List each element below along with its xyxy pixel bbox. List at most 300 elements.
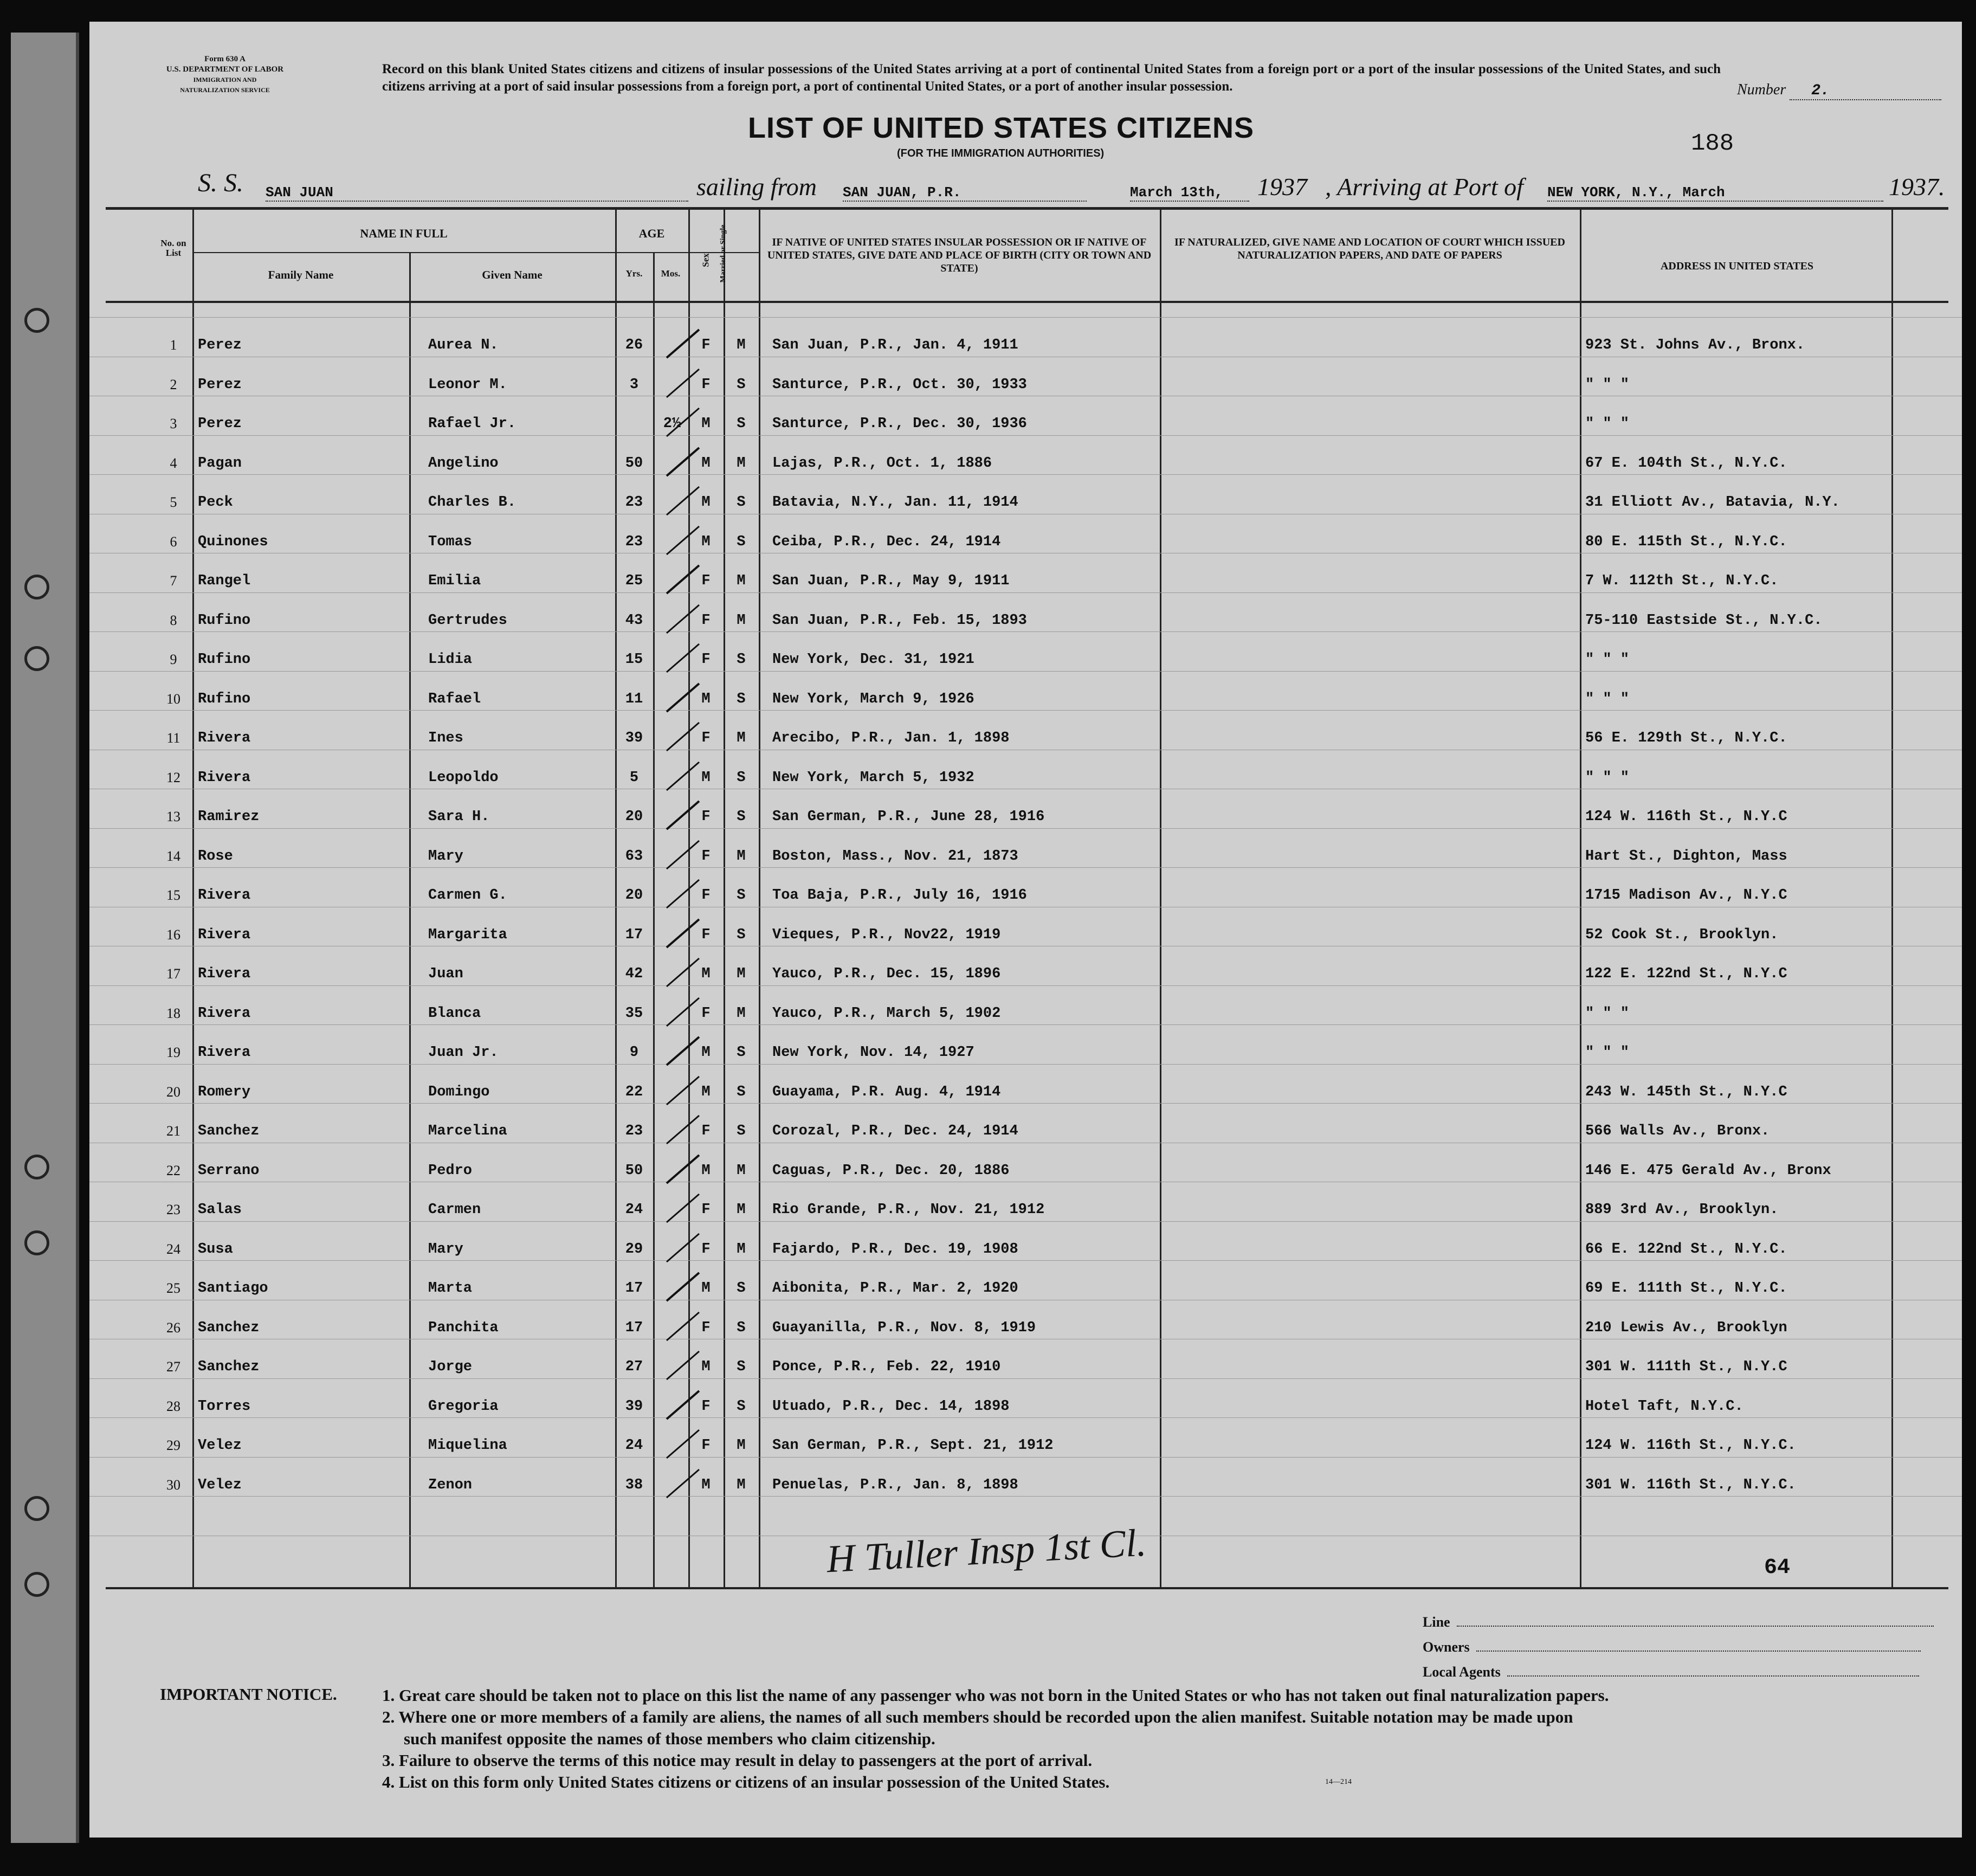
us-address: 75-110 Eastside St., N.Y.C.	[1585, 612, 1823, 629]
check-mark	[661, 1465, 705, 1503]
table-row	[89, 758, 1962, 797]
given-name: Pedro	[428, 1162, 473, 1179]
check-mark	[661, 679, 705, 717]
departure-year: 1937	[1257, 173, 1307, 201]
sex: F	[701, 1319, 711, 1336]
row-number: 25	[166, 1280, 180, 1296]
check-mark	[661, 1268, 705, 1306]
birth-place-date: Santurce, P.R., Dec. 30, 1936	[772, 416, 1027, 432]
us-address: 243 W. 145th St., N.Y.C	[1585, 1084, 1787, 1100]
marital-status: M	[737, 612, 746, 629]
row-number: 11	[166, 730, 180, 746]
row-number: 2	[170, 376, 177, 392]
given-name: Leopoldo	[428, 769, 499, 786]
marital-status: M	[737, 573, 746, 589]
age-years: 23	[625, 494, 643, 511]
us-address: 923 St. Johns Av., Bronx.	[1585, 337, 1805, 353]
family-name: Rivera	[198, 887, 251, 904]
row-number: 12	[166, 769, 180, 785]
age-years: 50	[625, 455, 643, 472]
page-stamp: 188	[1691, 130, 1734, 157]
row-number: 27	[166, 1359, 180, 1375]
table-row	[89, 325, 1962, 364]
birth-place-date: Yauco, P.R., March 5, 1902	[772, 1005, 1001, 1022]
birth-place-date: Guayama, P.R. Aug. 4, 1914	[772, 1084, 1001, 1100]
notice-item-2-cont: such manifest opposite the names of those members who claim citizenship.	[404, 1729, 935, 1748]
table-row	[89, 954, 1962, 993]
adjacent-page-edge	[11, 33, 79, 1843]
marital-status: S	[737, 1398, 746, 1415]
given-name: Jorge	[428, 1359, 473, 1375]
us-address: " " "	[1585, 769, 1630, 786]
check-mark	[661, 1347, 705, 1385]
ship-name: SAN JUAN	[266, 184, 688, 202]
sex: M	[701, 494, 711, 511]
sex: M	[701, 1359, 711, 1375]
marital-status: M	[737, 455, 746, 472]
table-row	[89, 679, 1962, 718]
binder-hole	[24, 646, 49, 671]
table-row	[89, 404, 1962, 443]
sex: M	[701, 416, 711, 432]
binder-hole	[24, 1496, 49, 1521]
binder-hole	[24, 575, 49, 599]
arrival-year: 1937.	[1889, 173, 1945, 201]
table-row	[89, 1308, 1962, 1347]
given-name: Zenon	[428, 1477, 473, 1493]
us-address: " " "	[1585, 1005, 1630, 1022]
birth-place-date: Batavia, N.Y., Jan. 11, 1914	[772, 494, 1018, 511]
us-address: Hotel Taft, N.Y.C.	[1585, 1398, 1743, 1415]
row-number: 9	[170, 652, 177, 667]
footer-agents-field	[1423, 1664, 1919, 1680]
row-number: 21	[166, 1123, 180, 1139]
family-name: Rufino	[198, 691, 251, 707]
family-name: Rose	[198, 848, 233, 865]
given-name: Rafael Jr.	[428, 416, 516, 432]
page-total: 64	[1764, 1556, 1791, 1580]
family-name: Rivera	[198, 1005, 251, 1022]
family-name: Pagan	[198, 455, 242, 472]
age-years: 17	[625, 1319, 643, 1336]
row-number: 23	[166, 1202, 180, 1217]
notice-item-2: 2. Where one or more members of a family are aliens, the names of all such members should be recorded upon the alien manifest. Suitable notation may be made upon	[382, 1707, 1573, 1726]
family-name: Rivera	[198, 769, 251, 786]
family-name: Torres	[198, 1398, 251, 1415]
birth-place-date: Guayanilla, P.R., Nov. 8, 1919	[772, 1319, 1036, 1336]
arriving-label: , Arriving at Port of	[1325, 173, 1523, 201]
col-header-age: AGE	[638, 227, 665, 240]
number-label: Number	[1737, 81, 1786, 98]
table-row	[89, 1072, 1962, 1111]
age-years: 35	[625, 1005, 643, 1022]
birth-place-date: San Juan, P.R., Jan. 4, 1911	[772, 337, 1018, 353]
family-name: Rivera	[198, 1045, 251, 1061]
family-name: Santiago	[198, 1280, 268, 1297]
row-number: 19	[166, 1045, 180, 1060]
table-row	[89, 915, 1962, 954]
row-number: 16	[166, 926, 180, 943]
marital-status: S	[737, 769, 746, 786]
marital-status: S	[737, 1084, 746, 1100]
col-header-no: No. on List	[160, 238, 186, 258]
marital-status: M	[737, 337, 746, 353]
age-years: 24	[625, 1437, 643, 1454]
sex: F	[701, 376, 711, 393]
age-years: 11	[625, 691, 643, 707]
ss-label: S. S.	[198, 169, 243, 197]
marital-status: S	[737, 376, 746, 393]
check-mark	[661, 836, 705, 874]
age-years: 9	[629, 1045, 639, 1061]
number-value: 2.	[1790, 82, 1941, 100]
table-row	[89, 836, 1962, 875]
age-years: 3	[629, 376, 639, 393]
birth-place-date: Ceiba, P.R., Dec. 24, 1914	[772, 533, 1001, 550]
table-row	[89, 522, 1962, 561]
page-title: LIST OF UNITED STATES CITIZENS	[748, 112, 1254, 144]
marital-status: S	[737, 416, 746, 432]
age-years: 20	[625, 887, 643, 904]
family-name: Perez	[198, 416, 242, 432]
manifest-sheet	[89, 22, 1962, 1838]
instruction-text: Record on this blank United States citizens and citizens of insular possessions of the United States arriving at a port of continental United States from a foreign port or a port of the insular possessions of the United States, and such citizens arriving at a port of said insular possessions from a foreign port, a port of continental United States, or a port of another insular possession.	[382, 62, 1721, 94]
family-name: Romery	[198, 1084, 251, 1100]
us-address: 1715 Madison Av., N.Y.C	[1585, 887, 1787, 904]
row-number: 28	[166, 1398, 180, 1414]
family-name: Velez	[198, 1437, 242, 1454]
us-address: 7 W. 112th St., N.Y.C.	[1585, 573, 1779, 589]
us-address: 122 E. 122nd St., N.Y.C	[1585, 966, 1787, 982]
check-mark	[661, 718, 705, 756]
sex: F	[701, 337, 711, 353]
given-name: Leonor M.	[428, 376, 507, 393]
check-mark	[661, 875, 705, 913]
table-row	[89, 1033, 1962, 1072]
row-number: 1	[170, 337, 177, 353]
marital-status: S	[737, 494, 746, 511]
marital-status: S	[737, 1319, 746, 1336]
marital-status: M	[737, 1241, 746, 1258]
family-name: Ramirez	[198, 809, 260, 825]
us-address: 301 W. 111th St., N.Y.C	[1585, 1359, 1787, 1375]
birth-place-date: New York, Nov. 14, 1927	[772, 1045, 974, 1061]
sex: F	[701, 848, 711, 865]
given-name: Carmen G.	[428, 887, 507, 904]
given-name: Juan Jr.	[428, 1045, 499, 1061]
given-name: Marta	[428, 1280, 473, 1297]
us-address: 31 Elliott Av., Batavia, N.Y.	[1585, 494, 1840, 511]
age-years: 20	[625, 809, 643, 825]
marital-status: S	[737, 1280, 746, 1297]
col-header-address: ADDRESS IN UNITED STATES	[1660, 260, 1814, 272]
us-address: 56 E. 129th St., N.Y.C.	[1585, 730, 1787, 746]
col-header-name: NAME IN FULL	[360, 227, 448, 240]
family-name: Sanchez	[198, 1359, 260, 1375]
us-address: " " "	[1585, 1045, 1630, 1061]
arrival-port: NEW YORK, N.Y., March	[1547, 184, 1883, 202]
col-header-naturalized: IF NATURALIZED, GIVE NAME AND LOCATION OF COURT WHICH ISSUED NATURALIZATION PAPERS, AND DATE OF PAPERS	[1174, 236, 1565, 261]
row-number: 4	[170, 455, 177, 471]
row-number: 8	[170, 612, 177, 628]
age-years: 17	[625, 1280, 643, 1297]
table-row	[89, 1151, 1962, 1190]
check-mark	[661, 404, 705, 442]
given-name: Margarita	[428, 926, 507, 943]
page-subtitle: (FOR THE IMMIGRATION AUTHORITIES)	[897, 147, 1105, 159]
sex: F	[701, 1005, 711, 1022]
notice-title: IMPORTANT NOTICE.	[160, 1685, 337, 1704]
sex: F	[701, 1437, 711, 1454]
marital-status: M	[737, 1437, 746, 1454]
given-name: Carmen	[428, 1202, 481, 1218]
row-number: 13	[166, 809, 180, 824]
form-identifier	[144, 54, 306, 95]
family-name: Peck	[198, 494, 233, 511]
given-name: Panchita	[428, 1319, 499, 1336]
table-row	[89, 443, 1962, 482]
given-name: Miquelina	[428, 1437, 507, 1454]
age-months: 2½	[663, 416, 681, 432]
row-number: 15	[166, 887, 180, 903]
us-address: 52 Cook St., Brooklyn.	[1585, 926, 1779, 943]
check-mark	[661, 443, 705, 481]
sex: M	[701, 1280, 711, 1297]
col-header-family: Family Name	[268, 268, 334, 281]
age-years: 38	[625, 1477, 643, 1493]
row-number: 24	[166, 1241, 180, 1257]
table-row	[89, 718, 1962, 757]
table-row	[89, 1387, 1962, 1426]
inspector-signature: H Tuller Insp 1st Cl.	[825, 1520, 1147, 1581]
birth-place-date: New York, March 9, 1926	[772, 691, 974, 707]
row-number: 20	[166, 1084, 180, 1100]
marital-status: M	[737, 1202, 746, 1218]
notice-item-4: 4. List on this form only United States citizens or citizens of an insular possession of the United States.	[382, 1772, 1110, 1791]
check-mark	[661, 954, 705, 992]
age-years: 26	[625, 337, 643, 353]
given-name: Domingo	[428, 1084, 490, 1100]
us-address: 301 W. 116th St., N.Y.C.	[1585, 1477, 1796, 1493]
check-mark	[661, 365, 705, 403]
us-address: " " "	[1585, 376, 1630, 393]
age-years: 25	[625, 573, 643, 589]
sex: M	[701, 1477, 711, 1493]
age-years: 23	[625, 1123, 643, 1139]
marital-status: M	[737, 1477, 746, 1493]
departure-date: March 13th,	[1130, 184, 1249, 202]
table-row	[89, 1229, 1962, 1268]
sex: F	[701, 1202, 711, 1218]
table-row	[89, 1268, 1962, 1307]
check-mark	[661, 1151, 705, 1189]
us-address: 889 3rd Av., Brooklyn.	[1585, 1202, 1779, 1218]
check-mark	[661, 1033, 705, 1071]
family-name: Quinones	[198, 533, 268, 550]
given-name: Rafael	[428, 691, 481, 707]
notice-item-3: 3. Failure to observe the terms of this notice may result in delay to passengers at the port of arrival.	[382, 1751, 1093, 1770]
age-years: 63	[625, 848, 643, 865]
table-row	[89, 640, 1962, 679]
row-number: 29	[166, 1437, 180, 1453]
check-mark	[661, 522, 705, 560]
row-number: 22	[166, 1162, 180, 1178]
given-name: Sara H.	[428, 809, 490, 825]
col-header-married: Married or Single	[719, 224, 727, 283]
sex: F	[701, 573, 711, 589]
sex: M	[701, 1084, 711, 1100]
marital-status: M	[737, 966, 746, 982]
given-name: Lidia	[428, 652, 473, 668]
check-mark	[661, 994, 705, 1032]
family-name: Rangel	[198, 573, 251, 589]
table-row	[89, 1111, 1962, 1150]
sex: M	[701, 966, 711, 982]
us-address: 124 W. 116th St., N.Y.C	[1585, 809, 1787, 825]
check-mark	[661, 797, 705, 835]
check-mark	[661, 1072, 705, 1110]
table-row	[89, 482, 1962, 521]
form-number: Form 630 A	[204, 55, 246, 63]
notice-item-1: 1. Great care should be taken not to place on this list the name of any passenger who was not born in the United States or who has not taken out final naturalization papers.	[382, 1686, 1609, 1705]
sex: M	[701, 691, 711, 707]
row-number: 6	[170, 533, 177, 550]
given-name: Ines	[428, 730, 463, 746]
check-mark	[661, 1426, 705, 1464]
birth-place-date: Lajas, P.R., Oct. 1, 1886	[772, 455, 992, 472]
family-name: Perez	[198, 376, 242, 393]
sex: M	[701, 533, 711, 550]
birth-place-date: New York, Dec. 31, 1921	[772, 652, 974, 668]
birth-place-date: Rio Grande, P.R., Nov. 21, 1912	[772, 1202, 1045, 1218]
binder-hole	[24, 308, 49, 333]
check-mark	[661, 601, 705, 639]
age-years: 42	[625, 966, 643, 982]
table-row	[89, 365, 1962, 404]
family-name: Sanchez	[198, 1123, 260, 1139]
birth-place-date: San Juan, P.R., May 9, 1911	[772, 573, 1010, 589]
row-number: 3	[170, 416, 177, 431]
check-mark	[661, 1229, 705, 1267]
given-name: Charles B.	[428, 494, 516, 511]
row-number: 18	[166, 1005, 180, 1021]
birth-place-date: Vieques, P.R., Nov22, 1919	[772, 926, 1001, 943]
family-name: Rufino	[198, 612, 251, 629]
birth-place-date: Penuelas, P.R., Jan. 8, 1898	[772, 1477, 1018, 1493]
birth-place-date: San German, P.R., June 28, 1916	[772, 809, 1045, 825]
marital-status: S	[737, 1359, 746, 1375]
family-name: Susa	[198, 1241, 233, 1258]
sex: F	[701, 1241, 711, 1258]
col-header-birth: IF NATIVE OF UNITED STATES INSULAR POSSESSION OR IF NATIVE OF UNITED STATES, GIVE DATE AND PLACE OF BIRTH (CITY OR TOWN AND STATE)	[767, 236, 1152, 274]
check-mark	[661, 561, 705, 599]
birth-place-date: Yauco, P.R., Dec. 15, 1896	[772, 966, 1001, 982]
family-name: Perez	[198, 337, 242, 353]
row-number: 14	[166, 848, 180, 864]
given-name: Emilia	[428, 573, 481, 589]
row-number: 10	[166, 691, 180, 707]
birth-place-date: Ponce, P.R., Feb. 22, 1910	[772, 1359, 1001, 1375]
us-address: 66 E. 122nd St., N.Y.C.	[1585, 1241, 1787, 1258]
sex: F	[701, 809, 711, 825]
footer-line-field	[1423, 1614, 1934, 1630]
sex: F	[701, 612, 711, 629]
birth-place-date: Santurce, P.R., Oct. 30, 1933	[772, 376, 1027, 393]
birth-place-date: Fajardo, P.R., Dec. 19, 1908	[772, 1241, 1018, 1258]
birth-place-date: Aibonita, P.R., Mar. 2, 1920	[772, 1280, 1018, 1297]
check-mark	[661, 1111, 705, 1149]
age-years: 27	[625, 1359, 643, 1375]
us-address: 146 E. 475 Gerald Av., Bronx	[1585, 1162, 1831, 1179]
age-years: 22	[625, 1084, 643, 1100]
family-name: Rivera	[198, 730, 251, 746]
birth-place-date: Arecibo, P.R., Jan. 1, 1898	[772, 730, 1010, 746]
check-mark	[661, 1387, 705, 1424]
birth-place-date: Caguas, P.R., Dec. 20, 1886	[772, 1162, 1010, 1179]
given-name: Aurea N.	[428, 337, 499, 353]
us-address: 80 E. 115th St., N.Y.C.	[1585, 533, 1787, 550]
table-row	[89, 1347, 1962, 1386]
given-name: Juan	[428, 966, 463, 982]
age-years: 24	[625, 1202, 643, 1218]
table-row	[89, 797, 1962, 836]
ruled-line	[89, 317, 1962, 318]
age-years: 23	[625, 533, 643, 550]
sex: F	[701, 926, 711, 943]
table-row	[89, 1190, 1962, 1229]
marital-status: M	[737, 1162, 746, 1179]
birth-place-date: San German, P.R., Sept. 21, 1912	[772, 1437, 1054, 1454]
table-row	[89, 601, 1962, 640]
us-address: Hart St., Dighton, Mass	[1585, 848, 1787, 865]
service-line-2: NATURALIZATION SERVICE	[180, 86, 270, 94]
table-row	[89, 994, 1962, 1033]
sailing-from-label: sailing from	[696, 173, 817, 201]
sex: F	[701, 1398, 711, 1415]
check-mark	[661, 1190, 705, 1228]
sex: F	[701, 652, 711, 668]
print-code: 14—214	[1325, 1778, 1352, 1786]
marital-status: M	[737, 1005, 746, 1022]
birth-place-date: Boston, Mass., Nov. 21, 1873	[772, 848, 1018, 865]
department: U.S. DEPARTMENT OF LABOR	[166, 65, 284, 74]
family-name: Rivera	[198, 926, 251, 943]
table-row	[89, 1426, 1962, 1465]
sex: M	[701, 455, 711, 472]
given-name: Mary	[428, 1241, 463, 1258]
family-name: Salas	[198, 1202, 242, 1218]
age-years: 29	[625, 1241, 643, 1258]
sex: M	[701, 769, 711, 786]
departure-port: SAN JUAN, P.R.	[843, 184, 1087, 202]
binder-hole	[24, 1230, 49, 1255]
row-number: 5	[170, 494, 177, 510]
marital-status: S	[737, 652, 746, 668]
us-address: 67 E. 104th St., N.Y.C.	[1585, 455, 1787, 472]
family-name: Rivera	[198, 966, 251, 982]
given-name: Angelino	[428, 455, 499, 472]
footer-owners-field	[1423, 1639, 1921, 1655]
given-name: Gertrudes	[428, 612, 507, 629]
table-row	[89, 561, 1962, 600]
row-number: 26	[166, 1319, 180, 1336]
us-address: " " "	[1585, 652, 1630, 668]
marital-status: S	[737, 533, 746, 550]
us-address: 210 Lewis Av., Brooklyn	[1585, 1319, 1787, 1336]
family-name: Serrano	[198, 1162, 260, 1179]
check-mark	[661, 325, 705, 363]
table-row	[89, 875, 1962, 914]
